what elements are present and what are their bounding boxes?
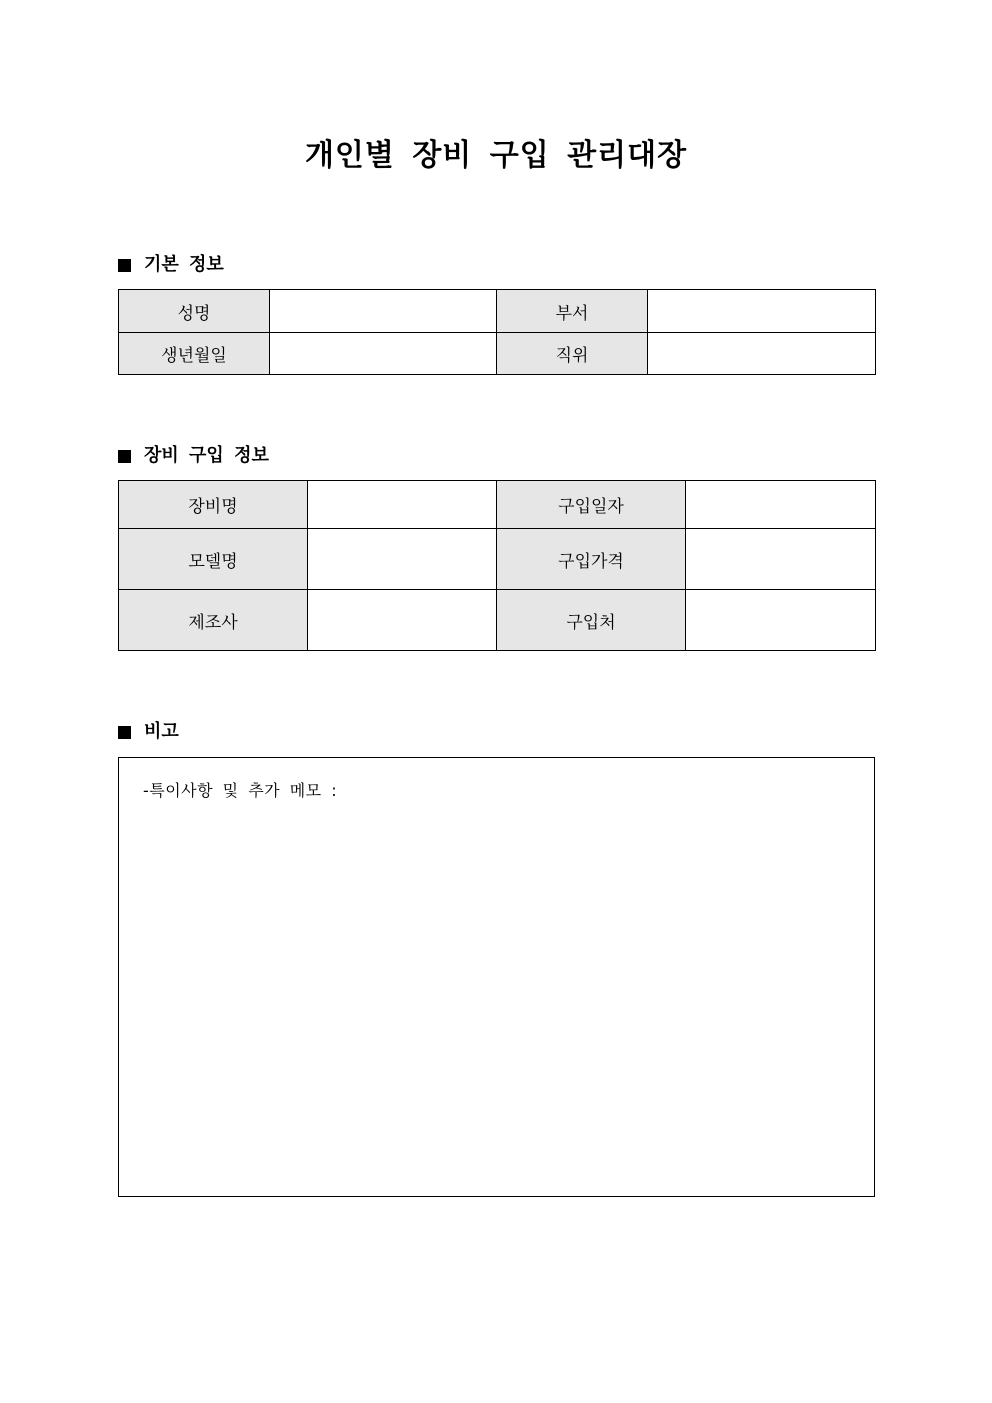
square-bullet-icon <box>118 259 131 272</box>
square-bullet-icon <box>118 450 131 463</box>
model-name-field[interactable] <box>308 529 497 590</box>
manufacturer-label: 제조사 <box>119 590 308 651</box>
equipment-name-label: 장비명 <box>119 481 308 529</box>
equipment-name-field[interactable] <box>308 481 497 529</box>
basic-info-heading <box>118 252 224 278</box>
model-name-label: 모델명 <box>119 529 308 590</box>
vendor-label: 구입처 <box>497 590 686 651</box>
table-row <box>119 529 876 590</box>
manufacturer-field[interactable] <box>308 590 497 651</box>
purchase-info-table <box>118 480 876 651</box>
table-row <box>119 333 876 375</box>
purchase-date-field[interactable] <box>686 481 876 529</box>
position-label: 직위 <box>497 333 648 375</box>
department-field[interactable] <box>648 290 876 333</box>
table-row <box>119 290 876 333</box>
square-bullet-icon <box>118 726 131 739</box>
page-title: 개인별 장비 구입 관리대장 <box>304 138 688 173</box>
purchase-date-label: 구입일자 <box>497 481 686 529</box>
name-field[interactable] <box>270 290 497 333</box>
purchase-price-field[interactable] <box>686 529 876 590</box>
basic-info-heading-label: 기본 정보 <box>144 254 224 275</box>
table-row <box>119 590 876 651</box>
purchase-info-heading-label: 장비 구입 정보 <box>144 445 269 466</box>
remarks-text: -특이사항 및 추가 메모 : <box>143 781 338 800</box>
position-field[interactable] <box>648 333 876 375</box>
remarks-heading-label: 비고 <box>144 721 179 742</box>
purchase-info-heading <box>118 443 269 469</box>
vendor-field[interactable] <box>686 590 876 651</box>
birthdate-label: 생년월일 <box>119 333 270 375</box>
purchase-price-label: 구입가격 <box>497 529 686 590</box>
remarks-heading <box>118 719 179 745</box>
name-label: 성명 <box>119 290 270 333</box>
department-label: 부서 <box>497 290 648 333</box>
basic-info-table <box>118 289 876 375</box>
table-row <box>119 481 876 529</box>
birthdate-field[interactable] <box>270 333 497 375</box>
remarks-box[interactable] <box>118 757 875 1197</box>
